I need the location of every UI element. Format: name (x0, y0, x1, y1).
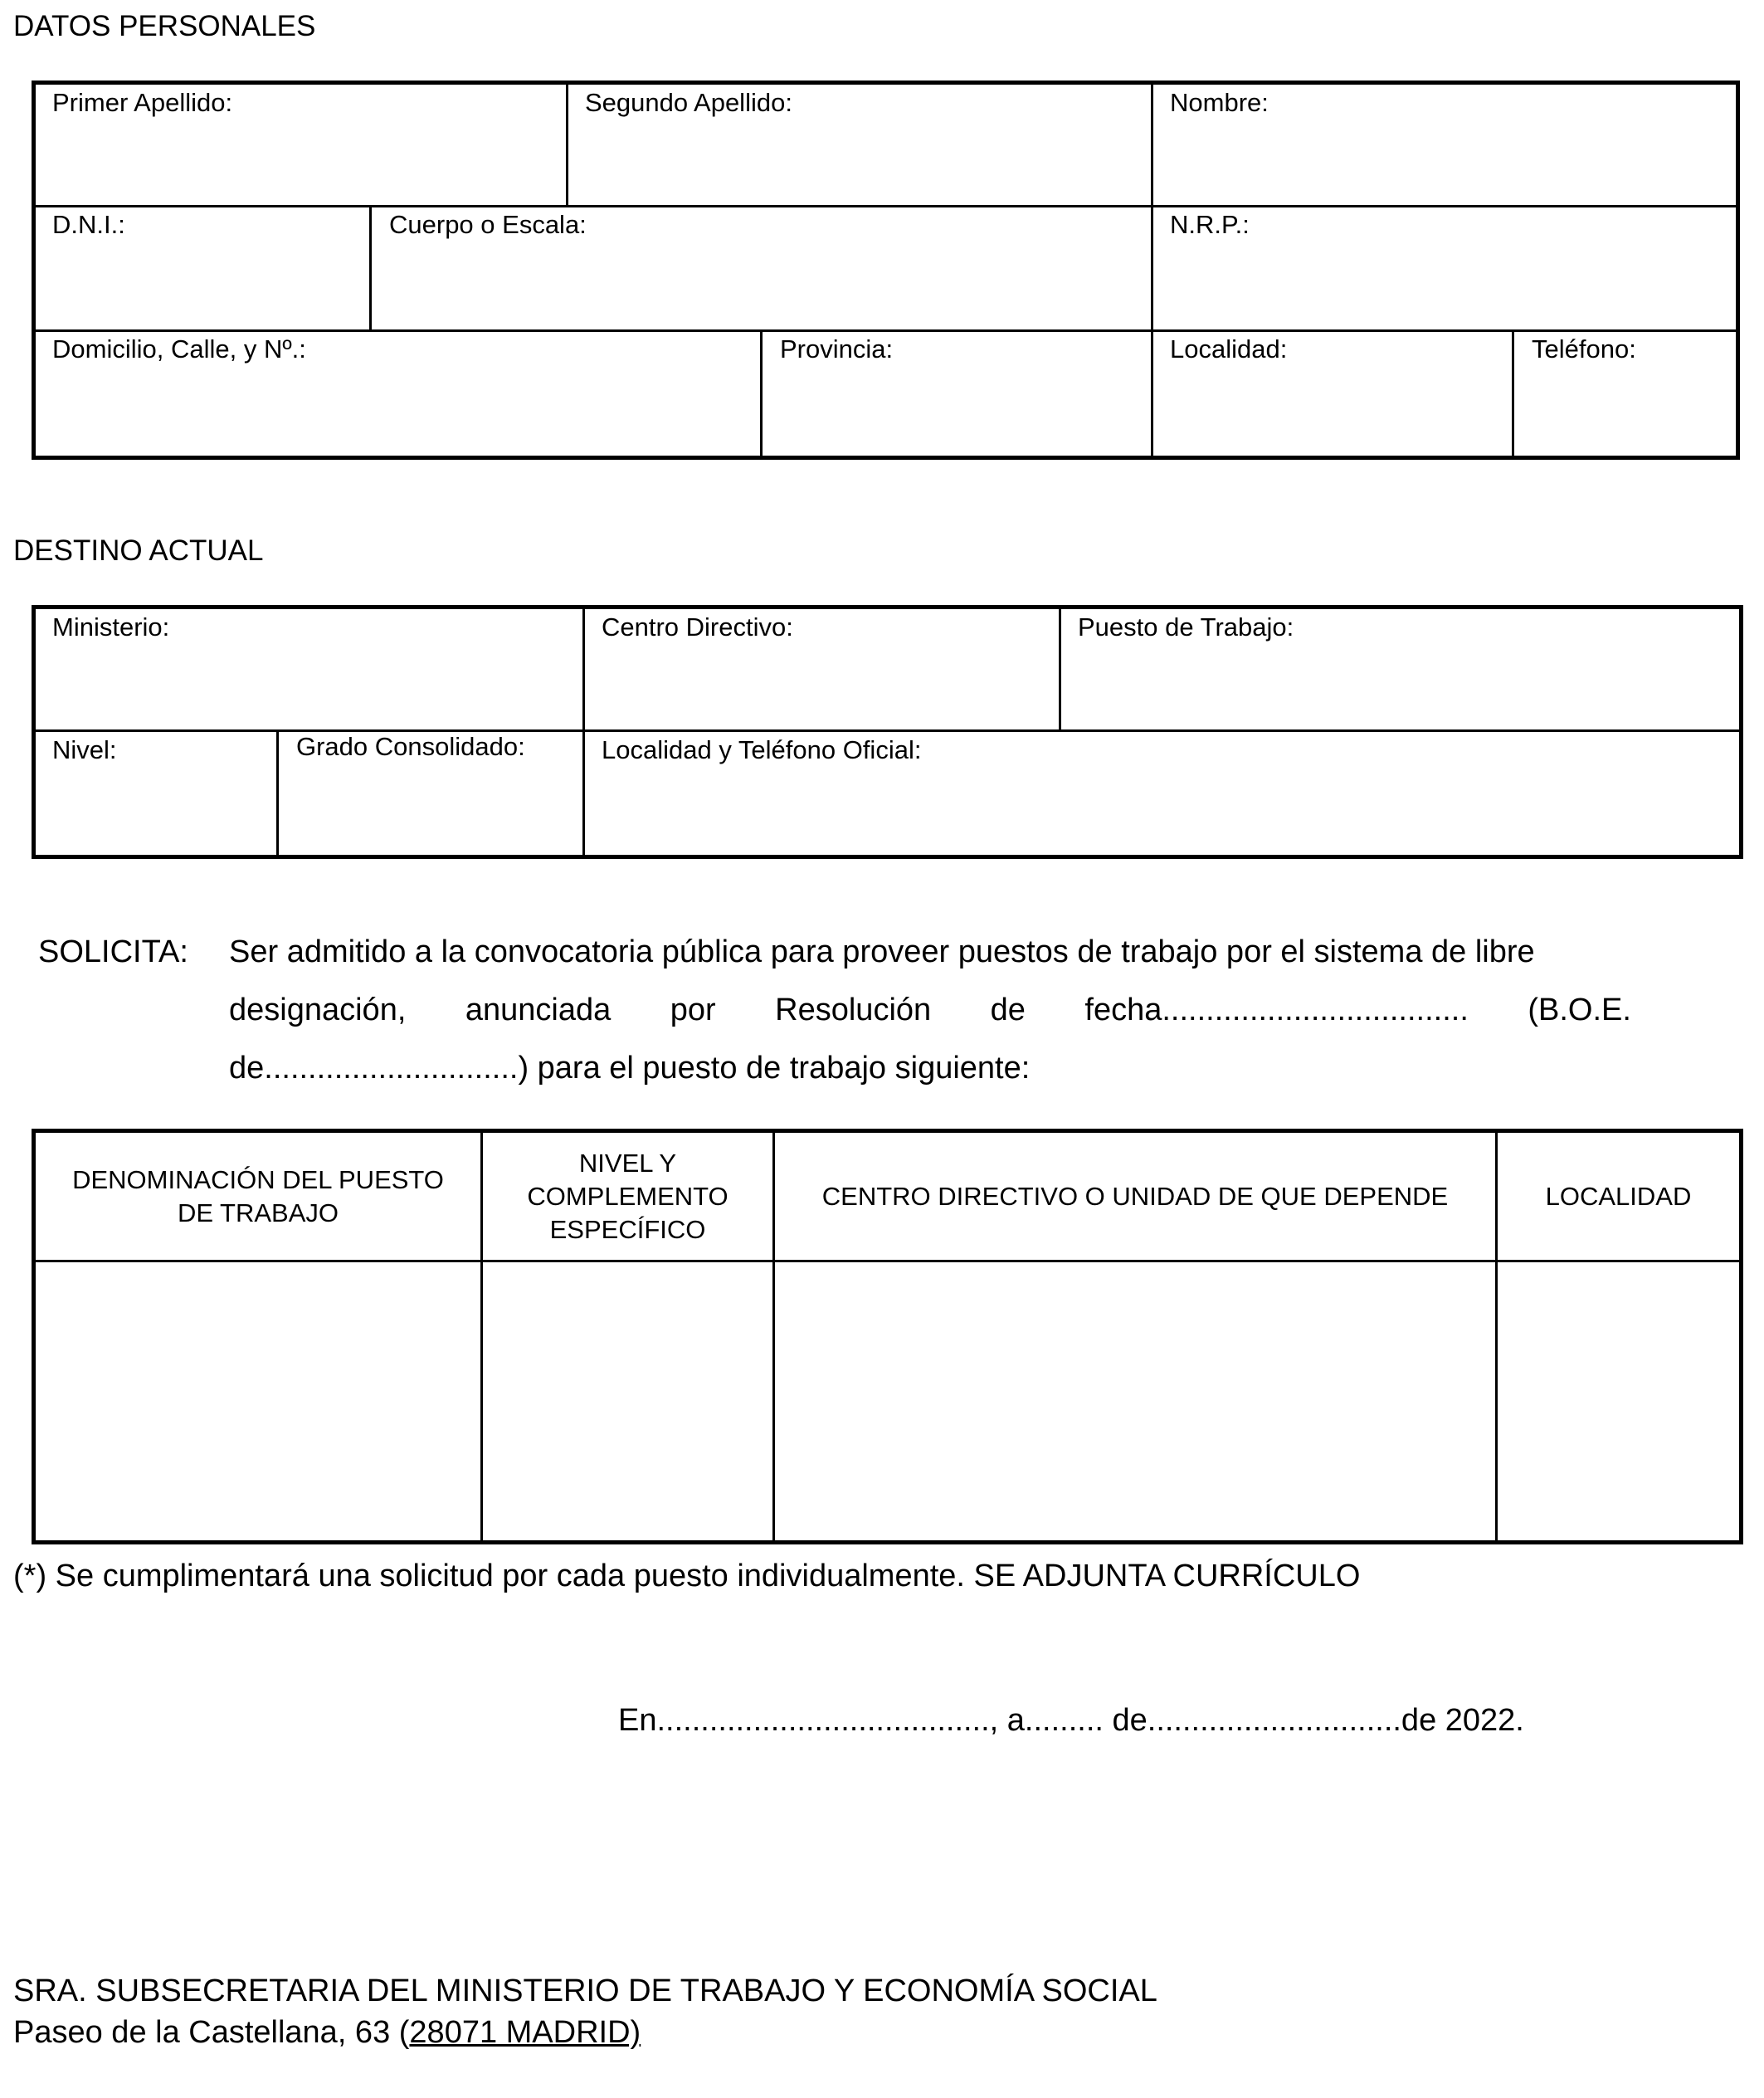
solicita-word: designación, (229, 993, 407, 1027)
field-nivel[interactable]: Nivel: (52, 735, 117, 764)
col-divider (760, 331, 763, 458)
footnote: (*) Se cumplimentará una solicitud por cada puesto individualmente. SE ADJUNTA CURRÍCULO (13, 1559, 1361, 1593)
solicita-word: fecha................................... (1084, 993, 1469, 1027)
field-localidad-telefono-oficial[interactable]: Localidad y Teléfono Oficial: (602, 735, 922, 764)
field-dni[interactable]: D.N.I.: (52, 210, 125, 239)
header-text: DE TRABAJO (177, 1198, 339, 1227)
col-divider (276, 731, 279, 857)
field-puesto-trabajo[interactable]: Puesto de Trabajo: (1078, 612, 1294, 642)
cell-nivel-complemento[interactable] (483, 1262, 772, 1540)
address-street: Paseo de la Castellana, 63 ( (13, 2015, 410, 2050)
solicita-label: SOLICITA: (38, 934, 188, 969)
field-cuerpo-escala[interactable]: Cuerpo o Escala: (389, 210, 587, 239)
header-text: ESPECÍFICO (549, 1214, 706, 1244)
col-divider (1059, 607, 1061, 731)
col-divider (369, 207, 372, 331)
field-provincia[interactable]: Provincia: (780, 334, 894, 363)
header-text: COMPLEMENTO (527, 1181, 729, 1211)
col-divider (566, 82, 568, 207)
field-domicilio[interactable]: Domicilio, Calle, y Nº.: (52, 334, 306, 363)
field-centro-directivo[interactable]: Centro Directivo: (602, 612, 793, 642)
col-divider (582, 607, 585, 857)
header-denominacion (36, 1133, 480, 1260)
section-title-destino-actual: DESTINO ACTUAL (13, 534, 264, 567)
header-nivel-complemento (483, 1133, 772, 1260)
field-grado-consolidado[interactable]: Grado Consolidado: (296, 732, 525, 761)
field-ministerio[interactable]: Ministerio: (52, 612, 170, 642)
cell-denominacion[interactable] (36, 1262, 480, 1540)
field-primer-apellido[interactable]: Primer Apellido: (52, 88, 233, 117)
destino-actual-table (32, 605, 1743, 859)
datos-personales-table (32, 81, 1740, 460)
solicita-line-1: Ser admitido a la convocatoria pública para proveer puestos de trabajo por el sistema de libre (229, 934, 1535, 969)
row-divider (33, 205, 1738, 207)
section-title-datos-personales: DATOS PERSONALES (13, 10, 316, 42)
field-segundo-apellido[interactable]: Segundo Apellido: (585, 88, 792, 117)
solicita-word: por (670, 993, 716, 1027)
header-text: NIVEL Y (578, 1148, 677, 1178)
col-divider (1151, 82, 1153, 458)
header-text: DENOMINACIÓN DEL PUESTO (72, 1164, 444, 1194)
solicita-line-3: de.............................) para el puesto de trabajo siguiente: (229, 1051, 1031, 1086)
row-divider (33, 329, 1738, 332)
date-line: En......................................, a......... de.............................de 2022. (618, 1703, 1524, 1738)
solicita-line-2 (229, 993, 1631, 1028)
field-nombre[interactable]: Nombre: (1170, 88, 1269, 117)
addressee-line-2 (13, 2015, 641, 2051)
address-postal-city: 28071 MADRID) (409, 2015, 641, 2050)
solicita-word: anunciada (465, 993, 612, 1027)
field-localidad[interactable]: Localidad: (1170, 334, 1288, 363)
solicita-word: Resolución (775, 993, 932, 1027)
field-telefono[interactable]: Teléfono: (1532, 334, 1636, 363)
cell-centro-directivo[interactable] (775, 1262, 1495, 1540)
header-text: CENTRO DIRECTIVO O UNIDAD DE QUE DEPENDE (821, 1181, 1449, 1211)
header-localidad (1498, 1133, 1739, 1260)
header-text: LOCALIDAD (1545, 1181, 1692, 1211)
solicita-word: de (990, 993, 1026, 1027)
field-nrp[interactable]: N.R.P.: (1170, 210, 1250, 239)
col-divider (1512, 331, 1514, 458)
row-divider (33, 729, 1742, 732)
cell-localidad[interactable] (1498, 1262, 1739, 1540)
header-centro-directivo (775, 1133, 1495, 1260)
solicita-word: (B.O.E. (1528, 993, 1631, 1027)
addressee-line-1: SRA. SUBSECRETARIA DEL MINISTERIO DE TRABAJO Y ECONOMÍA SOCIAL (13, 1974, 1157, 2008)
